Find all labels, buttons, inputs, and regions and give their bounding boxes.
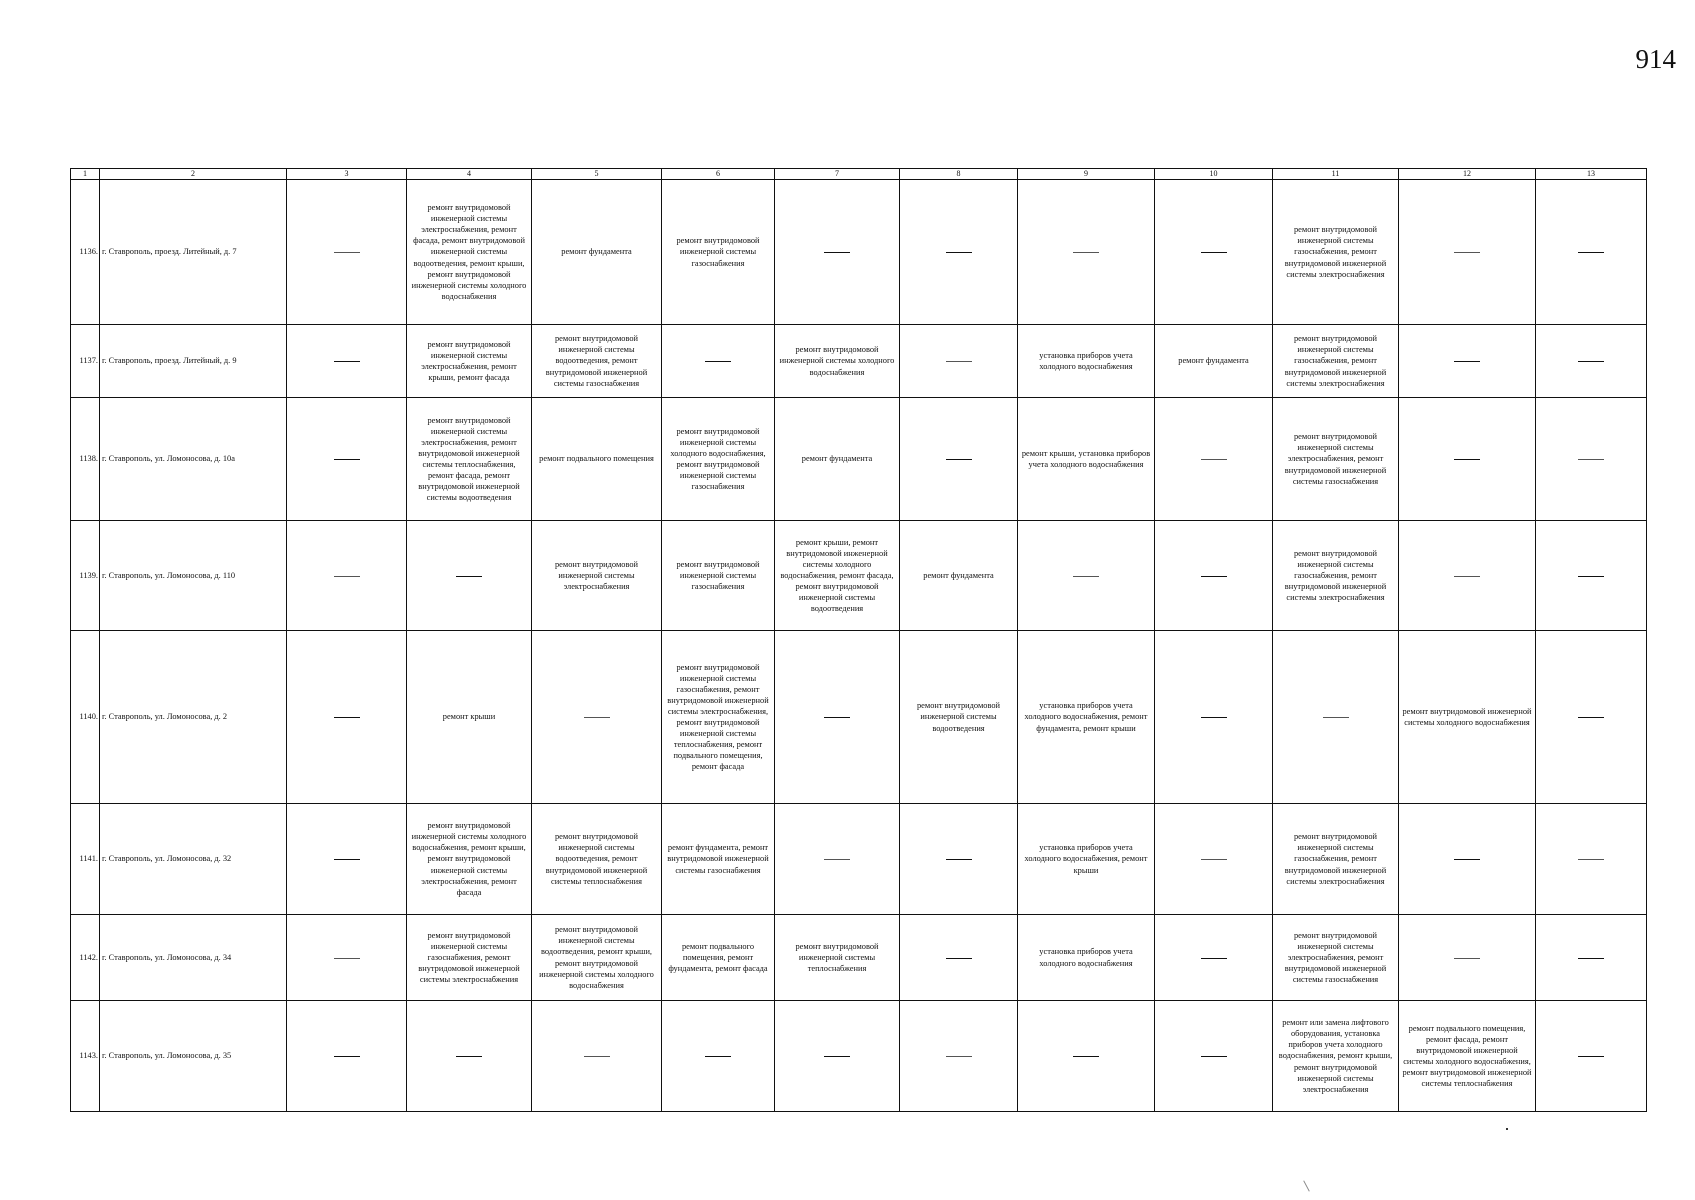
- dash-mark: [1201, 252, 1227, 253]
- empty-cell: [1399, 915, 1536, 1001]
- work-cell: ремонт внутридомовой инженерной системы водоотведения: [900, 631, 1018, 804]
- column-number: 3: [287, 169, 407, 180]
- empty-cell: [287, 398, 407, 521]
- dash-mark: [1578, 576, 1604, 577]
- table-row: [71, 521, 1647, 631]
- empty-cell: [1155, 180, 1273, 325]
- dash-mark: [824, 859, 850, 860]
- table-body: [71, 169, 1647, 1112]
- work-cell: ремонт внутридомовой инженерной системы водоотведения, ремонт внутридомовой инженерной системы газоснабжения: [532, 325, 662, 398]
- column-number: 1: [71, 169, 100, 180]
- empty-cell: [287, 521, 407, 631]
- dash-mark: [1578, 252, 1604, 253]
- work-cell: ремонт фундамента, ремонт внутридомовой инженерной системы газоснабжения: [662, 804, 775, 915]
- building-address: г. Ставрополь, ул. Ломоносова, д. 2: [100, 631, 287, 804]
- dash-mark: [334, 717, 360, 718]
- dash-mark: [334, 576, 360, 577]
- dash-mark: [946, 459, 972, 460]
- dash-mark: [1073, 1056, 1099, 1057]
- column-number: 5: [532, 169, 662, 180]
- building-address: г. Ставрополь, проезд. Литейный, д. 7: [100, 180, 287, 325]
- dash-mark: [824, 1056, 850, 1057]
- work-cell: ремонт внутридомовой инженерной системы электроснабжения, ремонт крыши, ремонт фасада: [407, 325, 532, 398]
- dash-mark: [705, 1056, 731, 1057]
- row-number: 1136.: [71, 180, 100, 325]
- dash-mark: [1454, 859, 1480, 860]
- work-cell: установка приборов учета холодного водоснабжения: [1018, 915, 1155, 1001]
- dash-mark: [584, 1056, 610, 1057]
- scan-speck: [1506, 1128, 1508, 1130]
- work-cell: ремонт внутридомовой инженерной системы газоснабжения, ремонт внутридомовой инженерной системы электроснабжения: [1273, 325, 1399, 398]
- row-number: 1142.: [71, 915, 100, 1001]
- column-number: 11: [1273, 169, 1399, 180]
- row-number: 1138.: [71, 398, 100, 521]
- work-cell: ремонт фундамента: [532, 180, 662, 325]
- work-cell: ремонт подвального помещения, ремонт фасада, ремонт внутридомовой инженерной системы холодного водоснабжения, ремонт внутридомовой инженерной системы теплоснабжения: [1399, 1001, 1536, 1112]
- work-cell: ремонт фундамента: [900, 521, 1018, 631]
- building-address: г. Ставрополь, проезд. Литейный, д. 9: [100, 325, 287, 398]
- work-cell: ремонт фундамента: [1155, 325, 1273, 398]
- empty-cell: [1399, 325, 1536, 398]
- empty-cell: [1536, 398, 1647, 521]
- dash-mark: [1578, 361, 1604, 362]
- work-cell: ремонт внутридомовой инженерной системы холодного водоснабжения: [1399, 631, 1536, 804]
- work-cell: ремонт крыши, ремонт внутридомовой инженерной системы холодного водоснабжения, ремонт фасада, ремонт внутридомовой инженерной системы водоотведения: [775, 521, 900, 631]
- empty-cell: [532, 1001, 662, 1112]
- empty-cell: [1536, 631, 1647, 804]
- work-cell: ремонт внутридомовой инженерной системы водоотведения, ремонт внутридомовой инженерной системы теплоснабжения: [532, 804, 662, 915]
- table-row: [71, 398, 1647, 521]
- empty-cell: [1273, 631, 1399, 804]
- dash-mark: [946, 1056, 972, 1057]
- dash-mark: [1454, 459, 1480, 460]
- dash-mark: [334, 252, 360, 253]
- empty-cell: [662, 325, 775, 398]
- empty-cell: [287, 915, 407, 1001]
- work-cell: установка приборов учета холодного водоснабжения: [1018, 325, 1155, 398]
- dash-mark: [334, 958, 360, 959]
- empty-cell: [407, 1001, 532, 1112]
- empty-cell: [1018, 1001, 1155, 1112]
- column-number: 9: [1018, 169, 1155, 180]
- work-cell: ремонт крыши, установка приборов учета холодного водоснабжения: [1018, 398, 1155, 521]
- work-cell: ремонт внутридомовой инженерной системы газоснабжения: [662, 521, 775, 631]
- empty-cell: [287, 180, 407, 325]
- dash-mark: [1454, 252, 1480, 253]
- work-cell: ремонт внутридомовой инженерной системы газоснабжения: [662, 180, 775, 325]
- dash-mark: [334, 459, 360, 460]
- empty-cell: [775, 804, 900, 915]
- work-cell: ремонт подвального помещения, ремонт фундамента, ремонт фасада: [662, 915, 775, 1001]
- empty-cell: [900, 1001, 1018, 1112]
- work-cell: ремонт внутридомовой инженерной системы теплоснабжения: [775, 915, 900, 1001]
- empty-cell: [1536, 180, 1647, 325]
- building-address: г. Ставрополь, ул. Ломоносова, д. 34: [100, 915, 287, 1001]
- empty-cell: [1155, 915, 1273, 1001]
- empty-cell: [775, 180, 900, 325]
- row-number: 1143.: [71, 1001, 100, 1112]
- empty-cell: [900, 398, 1018, 521]
- dash-mark: [334, 1056, 360, 1057]
- building-address: г. Ставрополь, ул. Ломоносова, д. 10а: [100, 398, 287, 521]
- empty-cell: [1155, 804, 1273, 915]
- work-cell: ремонт внутридомовой инженерной системы электроснабжения, ремонт фасада, ремонт внутридомовой инженерной системы водоотведения, ремонт крыши, ремонт внутридомовой инженерной системы холодного водоснабжения: [407, 180, 532, 325]
- dash-mark: [1578, 1056, 1604, 1057]
- work-cell: ремонт внутридомовой инженерной системы водоотведения, ремонт крыши, ремонт внутридомовой инженерной системы холодного водоснабжения: [532, 915, 662, 1001]
- table-row: [71, 325, 1647, 398]
- dash-mark: [1454, 361, 1480, 362]
- empty-cell: [1399, 804, 1536, 915]
- empty-cell: [1536, 1001, 1647, 1112]
- work-cell: ремонт внутридомовой инженерной системы холодного водоснабжения: [775, 325, 900, 398]
- dash-mark: [584, 717, 610, 718]
- empty-cell: [287, 804, 407, 915]
- row-number: 1139.: [71, 521, 100, 631]
- dash-mark: [705, 361, 731, 362]
- column-number: 12: [1399, 169, 1536, 180]
- column-number: 2: [100, 169, 287, 180]
- empty-cell: [1155, 631, 1273, 804]
- empty-cell: [1018, 180, 1155, 325]
- dash-mark: [456, 1056, 482, 1057]
- building-address: г. Ставрополь, ул. Ломоносова, д. 110: [100, 521, 287, 631]
- table-row: [71, 1001, 1647, 1112]
- dash-mark: [1201, 958, 1227, 959]
- empty-cell: [287, 325, 407, 398]
- empty-cell: [287, 1001, 407, 1112]
- work-cell: ремонт внутридомовой инженерной системы газоснабжения, ремонт внутридомовой инженерной системы электроснабжения: [1273, 521, 1399, 631]
- dash-mark: [1578, 859, 1604, 860]
- column-number: 10: [1155, 169, 1273, 180]
- work-cell: ремонт или замена лифтового оборудования, установка приборов учета холодного водоснабжения, ремонт крыши, ремонт внутридомовой инженерной системы электроснабжения: [1273, 1001, 1399, 1112]
- work-cell: установка приборов учета холодного водоснабжения, ремонт фундамента, ремонт крыши: [1018, 631, 1155, 804]
- table-row: [71, 915, 1647, 1001]
- empty-cell: [1399, 521, 1536, 631]
- column-number: 4: [407, 169, 532, 180]
- dash-mark: [1201, 459, 1227, 460]
- empty-cell: [1155, 398, 1273, 521]
- column-number-row: [71, 169, 1647, 180]
- dash-mark: [1073, 576, 1099, 577]
- empty-cell: [900, 325, 1018, 398]
- row-number: 1140.: [71, 631, 100, 804]
- work-cell: ремонт внутридомовой инженерной системы электроснабжения, ремонт внутридомовой инженерной системы теплоснабжения, ремонт фасада, ремонт внутридомовой инженерной системы водоотведения: [407, 398, 532, 521]
- empty-cell: [900, 180, 1018, 325]
- table-row: [71, 804, 1647, 915]
- work-cell: установка приборов учета холодного водоснабжения, ремонт крыши: [1018, 804, 1155, 915]
- dash-mark: [1201, 717, 1227, 718]
- dash-mark: [1454, 576, 1480, 577]
- column-number: 13: [1536, 169, 1647, 180]
- empty-cell: [1399, 180, 1536, 325]
- dash-mark: [1578, 459, 1604, 460]
- page-number: 914: [1635, 44, 1676, 74]
- column-number: 8: [900, 169, 1018, 180]
- repair-schedule-table: [70, 168, 1647, 1112]
- table-row: [71, 180, 1647, 325]
- empty-cell: [407, 521, 532, 631]
- empty-cell: [1536, 521, 1647, 631]
- building-address: г. Ставрополь, ул. Ломоносова, д. 35: [100, 1001, 287, 1112]
- column-number: 6: [662, 169, 775, 180]
- table-row: [71, 631, 1647, 804]
- dash-mark: [1323, 717, 1349, 718]
- dash-mark: [334, 859, 360, 860]
- scan-mark: [1303, 1180, 1310, 1191]
- dash-mark: [1578, 717, 1604, 718]
- dash-mark: [1201, 859, 1227, 860]
- empty-cell: [1155, 521, 1273, 631]
- work-cell: ремонт внутридомовой инженерной системы холодного водоснабжения, ремонт внутридомовой инженерной системы газоснабжения: [662, 398, 775, 521]
- work-cell: ремонт внутридомовой инженерной системы газоснабжения, ремонт внутридомовой инженерной системы электроснабжения: [1273, 804, 1399, 915]
- dash-mark: [456, 576, 482, 577]
- work-cell: ремонт подвального помещения: [532, 398, 662, 521]
- building-address: г. Ставрополь, ул. Ломоносова, д. 32: [100, 804, 287, 915]
- dash-mark: [1201, 576, 1227, 577]
- work-cell: ремонт внутридомовой инженерной системы газоснабжения, ремонт внутридомовой инженерной системы электроснабжения: [1273, 180, 1399, 325]
- empty-cell: [900, 804, 1018, 915]
- row-number: 1141.: [71, 804, 100, 915]
- dash-mark: [946, 252, 972, 253]
- work-cell: ремонт внутридомовой инженерной системы электроснабжения, ремонт внутридомовой инженерной системы газоснабжения: [1273, 398, 1399, 521]
- empty-cell: [1018, 521, 1155, 631]
- dash-mark: [946, 859, 972, 860]
- work-cell: ремонт внутридомовой инженерной системы газоснабжения, ремонт внутридомовой инженерной системы электроснабжения: [407, 915, 532, 1001]
- empty-cell: [775, 1001, 900, 1112]
- empty-cell: [1536, 915, 1647, 1001]
- work-cell: ремонт внутридомовой инженерной системы холодного водоснабжения, ремонт крыши, ремонт внутридомовой инженерной системы электроснабжения, ремонт фасада: [407, 804, 532, 915]
- dash-mark: [334, 361, 360, 362]
- dash-mark: [946, 958, 972, 959]
- empty-cell: [662, 1001, 775, 1112]
- dash-mark: [1073, 252, 1099, 253]
- empty-cell: [1536, 804, 1647, 915]
- column-number: 7: [775, 169, 900, 180]
- work-cell: ремонт крыши: [407, 631, 532, 804]
- dash-mark: [1201, 1056, 1227, 1057]
- empty-cell: [1155, 1001, 1273, 1112]
- work-cell: ремонт внутридомовой инженерной системы газоснабжения, ремонт внутридомовой инженерной системы электроснабжения, ремонт внутридомовой инженерной системы теплоснабжения, ремонт подвального помещения, ремонт фасада: [662, 631, 775, 804]
- dash-mark: [824, 252, 850, 253]
- empty-cell: [1399, 398, 1536, 521]
- row-number: 1137.: [71, 325, 100, 398]
- dash-mark: [1454, 958, 1480, 959]
- dash-mark: [824, 717, 850, 718]
- work-cell: ремонт внутридомовой инженерной системы электроснабжения: [532, 521, 662, 631]
- empty-cell: [532, 631, 662, 804]
- dash-mark: [1578, 958, 1604, 959]
- dash-mark: [946, 361, 972, 362]
- work-cell: ремонт внутридомовой инженерной системы электроснабжения, ремонт внутридомовой инженерной системы газоснабжения: [1273, 915, 1399, 1001]
- work-cell: ремонт фундамента: [775, 398, 900, 521]
- empty-cell: [1536, 325, 1647, 398]
- empty-cell: [775, 631, 900, 804]
- empty-cell: [900, 915, 1018, 1001]
- empty-cell: [287, 631, 407, 804]
